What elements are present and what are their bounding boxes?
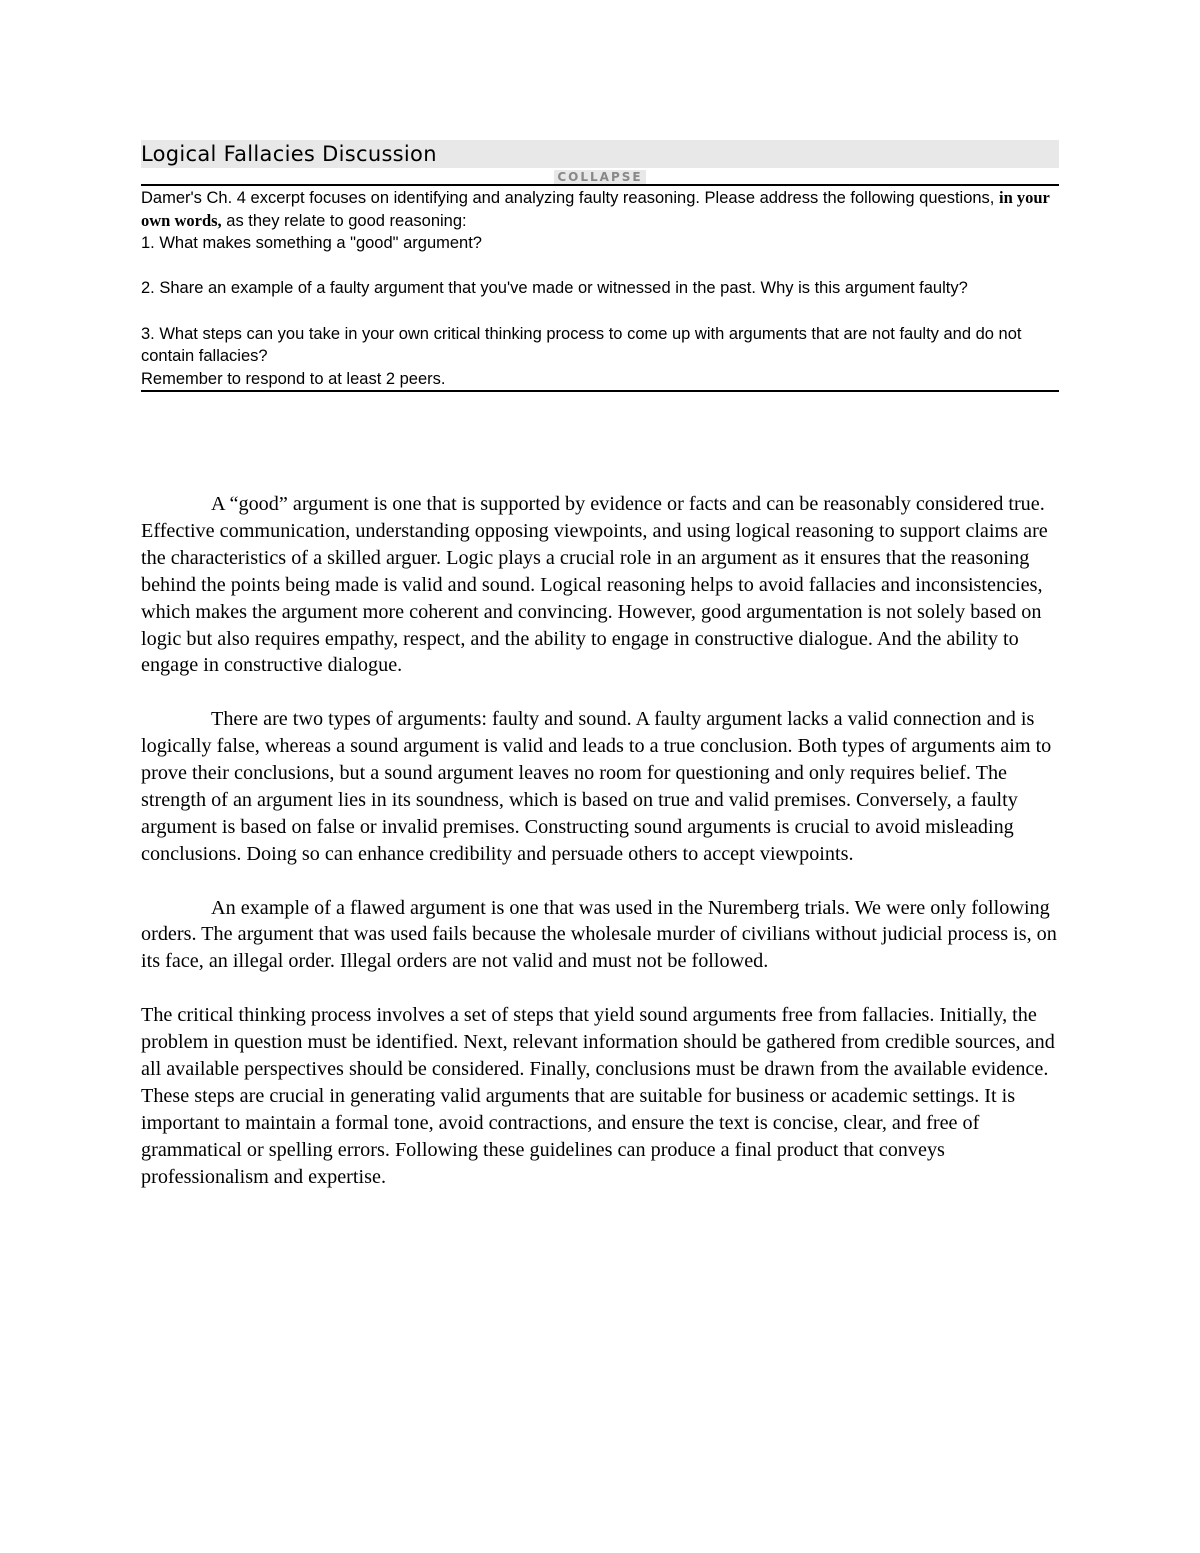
prompt-intro-emphasis: in your own words, (141, 188, 1050, 230)
prompt-intro-tail: as they relate to good reasoning: (221, 211, 467, 230)
essay-paragraph-4: The critical thinking process involves a set of steps that yield sound arguments free from fallacies. Initially, the problem in question must be identified. Next, relevant information should be gathered from credible sources, and all available perspectives should be considered. Finally, conclusions must be drawn from the available evidence. These steps are crucial in generating valid arguments that are suitable for business or academic settings. It is important to maintain a formal tone, avoid contractions, and ensure the text is concise, clear, and free of grammatical or spelling errors. Following these guidelines can produce a final product that conveys professionalism and expertise. (141, 1004, 1055, 1188)
essay-paragraph-3: An example of a flawed argument is one that was used in the Nuremberg trials. We were only following orders. The argument that was used fails because the wholesale murder of civilians without judicial process is, on its face, an illegal order. Illegal orders are not valid and must not be followed. (141, 896, 1057, 973)
prompt-intro-text: Damer's Ch. 4 excerpt focuses on identifying and analyzing faulty reasoning. Please address the following questions, (141, 189, 999, 207)
spacer (141, 255, 1059, 278)
prompt-intro (141, 187, 1059, 232)
prompt-reminder: Remember to respond to at least 2 peers. (141, 369, 446, 388)
prompt-question-3: 3. What steps can you take in your own critical thinking process to come up with arguments that are not faulty and do not contain fallacies? (141, 324, 1022, 366)
essay-body (141, 491, 1059, 1217)
page-title: Logical Fallacies Discussion (141, 142, 437, 166)
spacer (141, 300, 1059, 323)
prompt-question-2: 2. Share an example of a faulty argument that you've made or witnessed in the past. Why is this argument faulty? (141, 279, 968, 298)
prompt-question-1: 1. What makes something a "good" argument? (141, 234, 482, 253)
collapse-row (141, 168, 1059, 186)
essay-paragraph-2: There are two types of arguments: faulty and sound. A faulty argument lacks a valid connection and is logically false, whereas a sound argument is valid and leads to a true conclusion. Both types of arguments aim to prove their conclusions, but a sound argument leaves no room for questioning and only requires belief. The strength of an argument lies in its soundness, which is based on true and valid premises. Conversely, a faulty argument is based on false or invalid premises. Constructing sound arguments is crucial to avoid misleading conclusions. Doing so can enhance credibility and persuade others to accept viewpoints. (141, 708, 1052, 865)
discussion-prompt-panel (141, 140, 1059, 392)
title-bar (141, 140, 1059, 168)
prompt-body (141, 186, 1059, 392)
essay-paragraph-1: A “good” argument is one that is supported by evidence or facts and can be reasonably considered true. Effective communication, understanding opposing viewpoints, and using logical reasoning to support claims are the characteristics of a skilled arguer. Logic plays a crucial role in an argument as it ensures that the reasoning behind the points being made is valid and sound. Logical reasoning helps to avoid fallacies and inconsistencies, which makes the argument more coherent and convincing. However, good argumentation is not solely based on logic but also requires empathy, respect, and the ability to engage in constructive dialogue. And the ability to engage in constructive dialogue. (141, 493, 1048, 677)
collapse-button[interactable]: COLLAPSE (554, 170, 645, 184)
